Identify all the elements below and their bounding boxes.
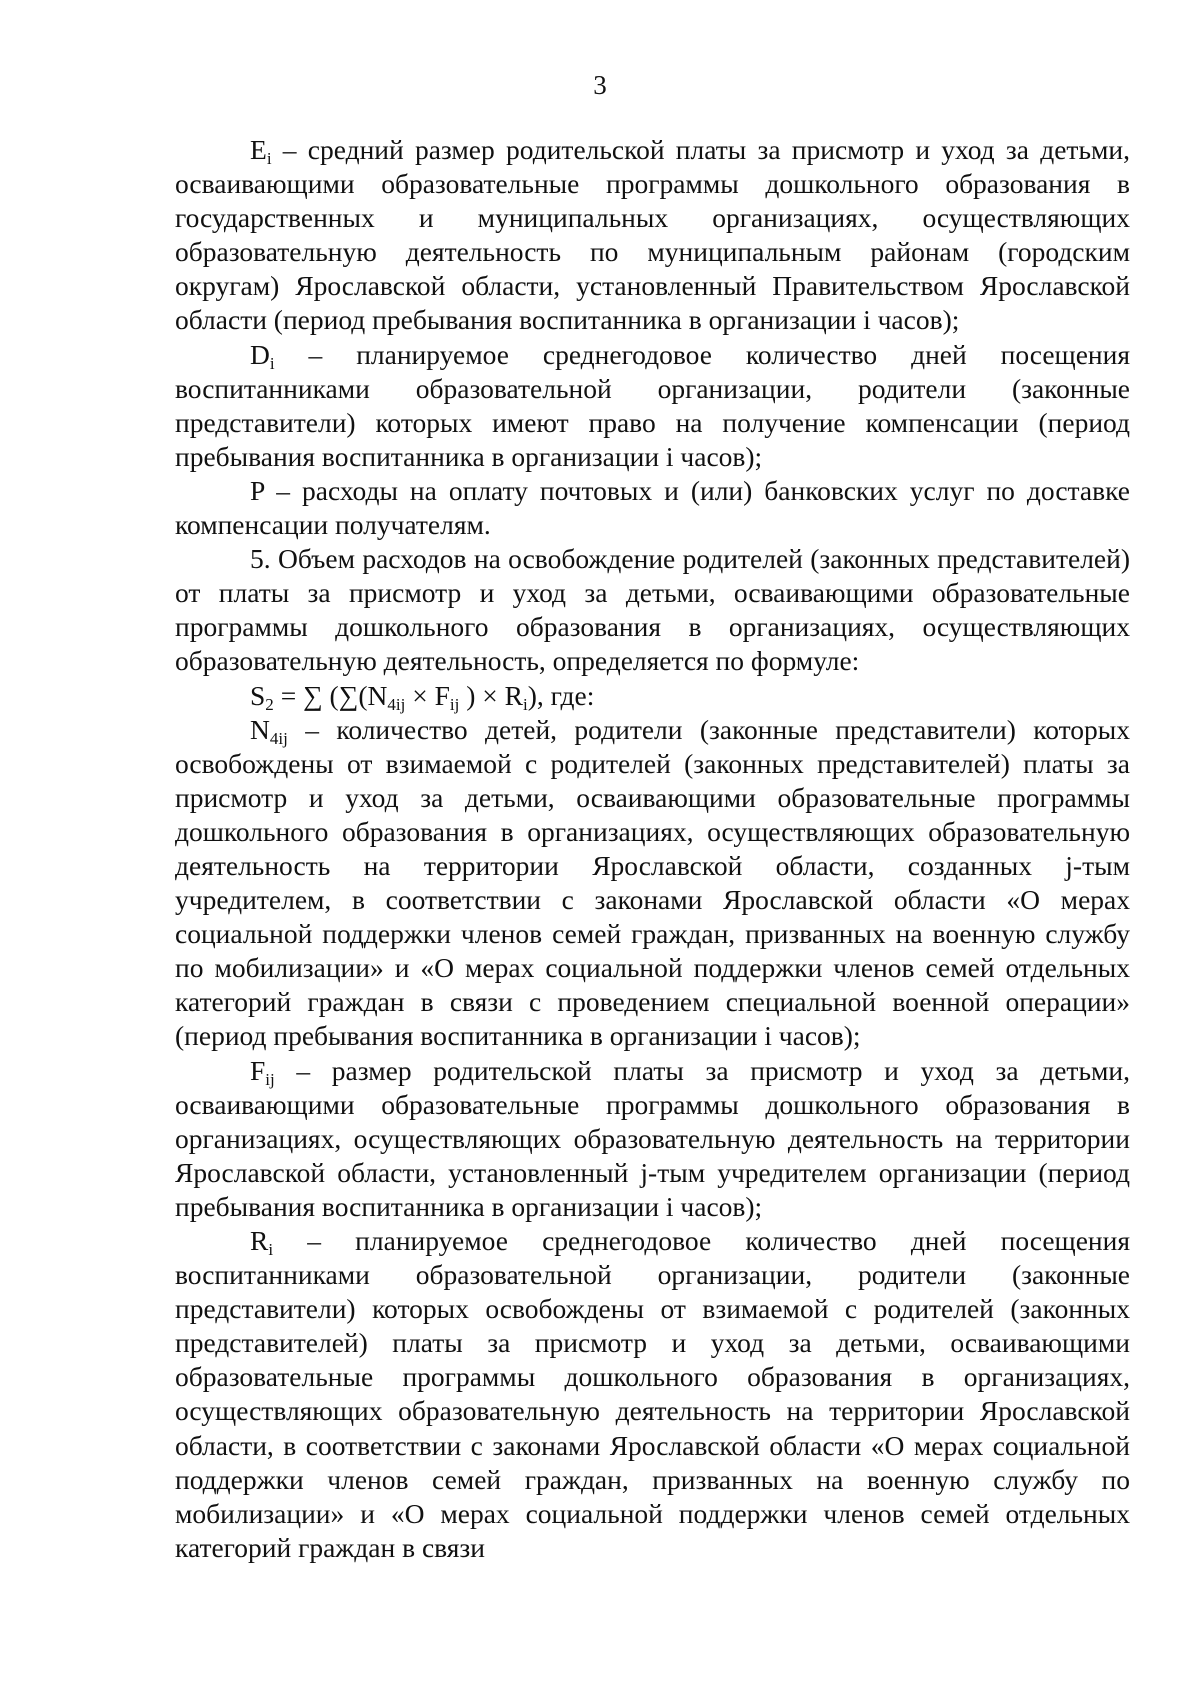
formula-subscript: ij <box>449 694 460 714</box>
definition-text: – количество детей, родители (законные представители) которых освобождены от взимаемой с родителей (законных представителей) платы за присмотр и уход за детьми, осваивающими образовательные программы дошкольного образования в организациях, осуществляющих образовательную деятельность на территории Ярославской области, созданных j-тым учредителем, в соответствии с законами Ярославской области «О мерах социальной поддержки членов семей граждан, призванных на военную службу по мобилизации» и «О мерах социальной поддержки членов семей отдельных категорий граждан в связи с проведением специальной военной операции» (период пребывания воспитанника в организации i часов); <box>175 713 1130 1052</box>
symbol: E <box>250 134 267 165</box>
definition-r-i <box>175 1224 1130 1565</box>
definition-text: – средний размер родительской платы за присмотр и уход за детьми, осваивающими образовательные программы дошкольного образования в государственных и муниципальных организациях, осуществляющих образовательную деятельность по муниципальным районам (городским округам) Ярославской области, установленный Правительством Ярославской области (период пребывания воспитанника в организации i часов); <box>175 134 1130 336</box>
definition-text: – планируемое среднегодовое количество дней посещения воспитанниками образовательной организации, родители (законные представители) которых имеют право на получение компенсации (период пребывания воспитанника в организации i часов); <box>175 338 1130 472</box>
page-number: 3 <box>593 70 607 100</box>
symbol-subscript: 4ij <box>269 728 288 748</box>
definition-p <box>175 474 1130 542</box>
symbol: D <box>250 338 270 370</box>
symbol-subscript: i <box>266 149 272 169</box>
symbol-subscript: ij <box>265 1069 275 1089</box>
formula-part: ) × R <box>459 679 523 711</box>
symbol: R <box>250 1225 269 1256</box>
item-5-paragraph: 5. Объем расходов на освобождение родителей (законных представителей) от платы за присмотр и уход за детьми, осваивающими образовательные программы дошкольного образования в организациях, осуществляющих образовательную деятельность, определяется по формуле: <box>175 543 1130 677</box>
definition-d-i <box>175 338 1130 474</box>
definition-text: – размер родительской платы за присмотр и уход за детьми, осваивающими образовательные программы дошкольного образования в организациях, осуществляющих образовательную деятельность на территории Ярославской области, установленный j-тым учредителем организации (период пребывания воспитанника в организации i часов); <box>175 1054 1130 1222</box>
formula-part: S <box>250 679 266 711</box>
symbol-subscript: i <box>268 1240 274 1260</box>
formula-part: × F <box>405 679 450 711</box>
formula-part: = ∑ (∑(N <box>273 679 388 711</box>
definition-f-ij <box>175 1054 1130 1224</box>
definition-text: – расходы на оплату почтовых и (или) банковских услуг по доставке компенсации получателям. <box>175 474 1130 541</box>
formula-s2 <box>175 679 1130 713</box>
document-body <box>175 133 1130 1565</box>
formula-part: ), где: <box>527 679 595 711</box>
definition-text: – планируемое среднегодовое количество дней посещения воспитанниками образовательной организации, родители (законные представители) которых освобождены от взимаемой с родителей (законных представителей) платы за присмотр и уход за детьми, осваивающими образовательные программы дошкольного образования в организациях, осуществляющих образовательную деятельность на территории Ярославской области, в соответствии с законами Ярославской области «О мерах социальной поддержки членов семей граждан, призванных на военную службу по мобилизации» и «О мерах социальной поддержки членов семей отдельных категорий граждан в связи <box>175 1225 1130 1563</box>
formula-subscript: 2 <box>265 694 274 714</box>
definition-n-4ij <box>175 713 1130 1054</box>
symbol: N <box>250 713 270 745</box>
symbol: F <box>250 1054 266 1086</box>
symbol: P <box>250 474 265 506</box>
formula-subscript: 4ij <box>387 694 406 714</box>
definition-e-i <box>175 133 1130 338</box>
symbol-subscript: i <box>269 353 275 373</box>
formula-subscript: i <box>523 694 528 714</box>
